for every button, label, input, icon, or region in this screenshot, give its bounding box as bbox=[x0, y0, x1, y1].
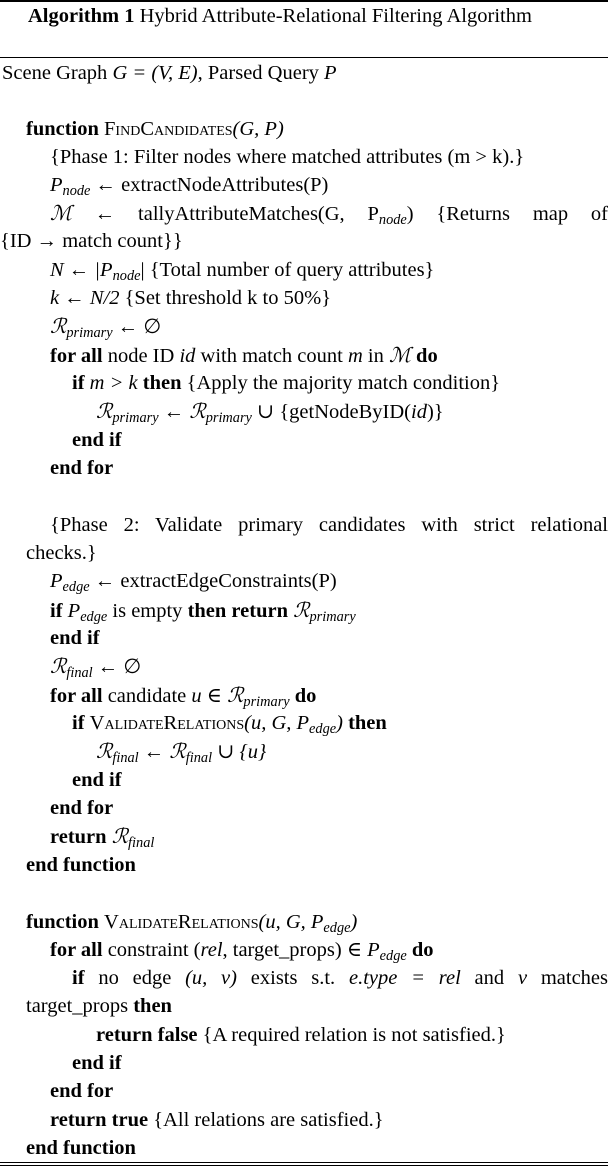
caption-rule bbox=[0, 57, 608, 58]
line-rprimary-update bbox=[96, 397, 610, 426]
keyword: end function bbox=[26, 1137, 136, 1159]
call: {getNodeByID( bbox=[279, 401, 412, 423]
keyword: if bbox=[50, 600, 63, 622]
math-sub: node bbox=[378, 212, 407, 229]
call: tallyAttributeMatches(G, P bbox=[138, 203, 379, 225]
math-var: ℛ bbox=[96, 399, 113, 423]
line-endfor3 bbox=[50, 1077, 610, 1105]
line-if1 bbox=[72, 369, 610, 397]
comment: {Phase 2: Validate primary candidates with strict relational bbox=[50, 514, 608, 536]
line-tally-cont bbox=[0, 227, 608, 255]
text: no edge bbox=[84, 967, 186, 989]
math-sub: edge bbox=[80, 609, 108, 626]
keyword: end for bbox=[50, 1080, 114, 1102]
math-op: ∈ bbox=[201, 685, 228, 707]
math-var: id bbox=[411, 401, 427, 423]
math-var: P bbox=[67, 600, 81, 622]
function-name: ValidateRelations bbox=[89, 712, 245, 734]
line-k bbox=[50, 284, 610, 312]
phase2-comment bbox=[50, 511, 608, 539]
arrow: ← bbox=[112, 316, 144, 338]
keyword: end for bbox=[50, 797, 114, 819]
input-text: Scene Graph bbox=[2, 62, 113, 84]
keyword: end for bbox=[50, 457, 114, 479]
math-var: ℳ bbox=[50, 201, 72, 225]
line-tally bbox=[50, 199, 608, 228]
function-name: FindCandidates bbox=[104, 118, 233, 140]
algorithm-title: Hybrid Attribute-Relational Filtering Algorithm bbox=[139, 5, 532, 27]
comment: {A required relation is not satisfied.} bbox=[202, 1024, 506, 1046]
top-rule bbox=[0, 0, 608, 2]
line-end-function-validate bbox=[26, 1134, 610, 1162]
keyword: if bbox=[72, 372, 85, 394]
math-sub: primary bbox=[112, 410, 159, 427]
comment: {All relations are satisfied.} bbox=[153, 1109, 384, 1131]
call: extractEdgeConstraints(P) bbox=[120, 570, 337, 592]
math-var: ∅ bbox=[123, 656, 142, 678]
keyword: return true bbox=[50, 1109, 149, 1131]
math-sub: edge bbox=[379, 948, 407, 965]
algorithm-label: Algorithm 1 bbox=[28, 5, 135, 27]
keyword: function bbox=[26, 911, 99, 933]
line-endfor2 bbox=[50, 794, 610, 822]
phase1-comment bbox=[50, 143, 610, 171]
line-if-empty bbox=[50, 596, 610, 625]
input-math-query: P bbox=[324, 62, 337, 84]
math-var: ℛ bbox=[96, 739, 113, 763]
keyword: end function bbox=[26, 854, 136, 876]
keyword: end if bbox=[72, 1052, 122, 1074]
comment: {Set threshold k to 50%} bbox=[124, 287, 332, 309]
line-rfinal-update bbox=[96, 737, 610, 766]
math-sub: final bbox=[112, 750, 139, 767]
comment: {Total number of query attributes} bbox=[149, 259, 435, 281]
text: target_props bbox=[26, 995, 129, 1017]
math-sub: final bbox=[66, 665, 93, 682]
comment: {Returns map of bbox=[436, 203, 609, 225]
function-args: (G, P) bbox=[232, 118, 284, 140]
line-end-function-find bbox=[26, 851, 610, 879]
keyword: for all bbox=[50, 939, 103, 961]
math-var: ℛ bbox=[189, 399, 206, 423]
bottom-rule bbox=[0, 1162, 608, 1163]
arrow: ← bbox=[158, 401, 190, 423]
keyword: then bbox=[187, 600, 227, 622]
math-sub: final bbox=[185, 750, 213, 767]
line-endif3 bbox=[72, 1049, 610, 1077]
line-return-final bbox=[50, 822, 610, 851]
text: constraint ( bbox=[102, 939, 201, 961]
math-op: ∪ bbox=[251, 401, 280, 423]
math-op: = bbox=[397, 967, 439, 989]
line-n bbox=[50, 256, 610, 284]
function-args: (u, G, P bbox=[244, 712, 310, 734]
math-var: P bbox=[50, 570, 63, 592]
function-args: ) bbox=[336, 712, 343, 734]
math-expr: k ← N/2 bbox=[50, 287, 120, 309]
math-expr: | bbox=[140, 259, 145, 281]
line-pnode bbox=[50, 171, 610, 199]
line-loop1 bbox=[50, 341, 610, 370]
math-var: u bbox=[191, 685, 202, 707]
text: candidate bbox=[102, 685, 192, 707]
function-args: ) bbox=[350, 911, 358, 933]
math-sub: edge bbox=[323, 920, 351, 937]
keyword: return bbox=[231, 600, 288, 622]
math-var: ℛ bbox=[111, 824, 129, 848]
math-expr: e.type bbox=[348, 967, 398, 989]
line-if-noedge-cont bbox=[26, 992, 610, 1020]
comment: {Phase 1: Filter nodes where matched attributes (m > k).} bbox=[50, 146, 525, 168]
math-var: P bbox=[367, 939, 380, 961]
math-var: ℛ bbox=[50, 654, 67, 678]
math-expr: {u} bbox=[239, 741, 267, 763]
math-var: v bbox=[517, 967, 528, 989]
line-rprimary-init bbox=[50, 312, 610, 341]
function-header-validate bbox=[26, 908, 610, 936]
keyword: for all bbox=[50, 345, 103, 367]
bottom-rule bbox=[0, 1165, 608, 1166]
line-endif2 bbox=[72, 766, 610, 794]
keyword: if bbox=[72, 712, 85, 734]
math-sub: final bbox=[128, 835, 155, 852]
math-var: ∅ bbox=[143, 316, 162, 338]
math-expr: N ← |P bbox=[50, 259, 113, 281]
phase2-comment-cont bbox=[26, 539, 610, 567]
math-sub: primary bbox=[243, 694, 290, 711]
math-var: ℛ bbox=[293, 598, 310, 622]
keyword: then bbox=[133, 995, 172, 1017]
math-var: id bbox=[179, 345, 196, 367]
function-args: (u, G, P bbox=[258, 911, 324, 933]
math-expr: m > k bbox=[84, 372, 143, 394]
keyword: for all bbox=[50, 685, 103, 707]
math-var: ℛ bbox=[227, 683, 244, 707]
math-sub: node bbox=[112, 268, 141, 285]
keyword: end if bbox=[72, 769, 122, 791]
math-sub: primary bbox=[309, 609, 356, 626]
text: is empty bbox=[107, 600, 188, 622]
math-sub: edge bbox=[309, 721, 337, 738]
keyword: do bbox=[294, 685, 317, 707]
line-loop2 bbox=[50, 681, 610, 710]
text: matches bbox=[527, 967, 608, 989]
math-expr: (u, v) bbox=[185, 967, 237, 989]
keyword: return false bbox=[96, 1024, 198, 1046]
keyword: do bbox=[411, 939, 434, 961]
arrow: ← bbox=[138, 741, 170, 763]
line-endif-empty bbox=[50, 624, 610, 652]
keyword: end if bbox=[50, 627, 100, 649]
math-var: ℛ bbox=[169, 739, 186, 763]
input-line bbox=[2, 59, 610, 87]
math-sub: edge bbox=[62, 579, 90, 596]
arrow: ← bbox=[92, 656, 124, 678]
arrow: ← bbox=[71, 203, 139, 225]
arrow: ← bbox=[90, 174, 122, 196]
math-sub: primary bbox=[66, 325, 113, 342]
call: extractNodeAttributes(P) bbox=[121, 174, 329, 196]
input-math-graph: G = (V, E) bbox=[112, 62, 198, 84]
math-var: ℳ bbox=[389, 343, 411, 367]
keyword: then bbox=[348, 712, 387, 734]
keyword: function bbox=[26, 118, 99, 140]
text: node ID bbox=[102, 345, 180, 367]
comment: {ID → match count}} bbox=[0, 230, 183, 252]
keyword: then bbox=[142, 372, 182, 394]
line-return-false bbox=[96, 1021, 610, 1049]
function-header-find bbox=[26, 115, 610, 143]
line-loop3 bbox=[50, 936, 610, 964]
text: and bbox=[460, 967, 518, 989]
line-if-noedge bbox=[72, 964, 608, 992]
line-rfinal-init bbox=[50, 652, 610, 681]
math-var: rel bbox=[438, 967, 461, 989]
line-pedge bbox=[50, 567, 610, 595]
text: in bbox=[362, 345, 389, 367]
math-var: P bbox=[50, 174, 63, 196]
math-var: rel bbox=[200, 939, 223, 961]
keyword: return bbox=[50, 826, 107, 848]
keyword: if bbox=[72, 967, 85, 989]
call: ) bbox=[406, 203, 414, 225]
function-name: ValidateRelations bbox=[104, 911, 259, 933]
math-op: ∪ bbox=[212, 741, 240, 763]
text: exists s.t. bbox=[237, 967, 349, 989]
keyword: end if bbox=[72, 429, 122, 451]
arrow: ← bbox=[89, 570, 121, 592]
text: , target_props) ∈ bbox=[222, 939, 368, 961]
comment: checks.} bbox=[26, 542, 97, 564]
input-text: , Parsed Query bbox=[197, 62, 325, 84]
call: )} bbox=[426, 401, 444, 423]
math-sub: node bbox=[62, 183, 91, 200]
algorithm-caption bbox=[28, 3, 606, 30]
line-return-true bbox=[50, 1106, 610, 1134]
math-var: m bbox=[347, 345, 363, 367]
text: with match count bbox=[195, 345, 348, 367]
line-if-validate bbox=[72, 709, 610, 737]
comment: {Apply the majority match condition} bbox=[186, 372, 501, 394]
math-sub: primary bbox=[205, 410, 252, 427]
keyword: do bbox=[416, 345, 438, 367]
math-var: ℛ bbox=[50, 314, 67, 338]
line-endif1 bbox=[72, 426, 610, 454]
line-endfor1 bbox=[50, 454, 610, 482]
